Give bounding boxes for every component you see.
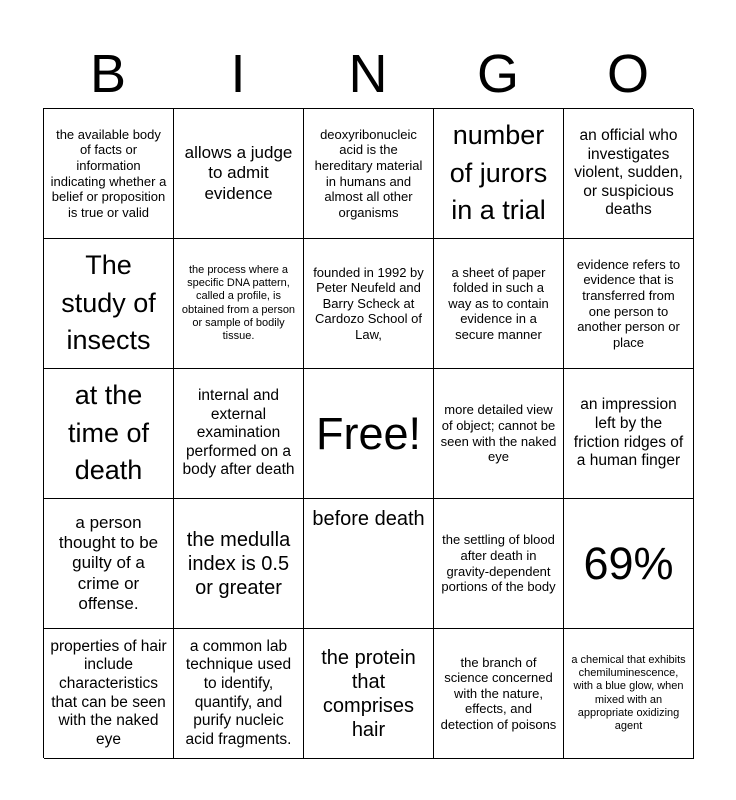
header-letter-o: O (606, 44, 649, 104)
cell-text: The study of insects (61, 249, 156, 356)
bingo-cell-r4-c1[interactable] (174, 629, 304, 759)
bingo-cell-r0-c2[interactable] (304, 109, 434, 239)
bingo-cell-r0-c0[interactable] (44, 109, 174, 239)
cell-text: the settling of blood after death in gravity-dependent portions of the body (441, 532, 556, 595)
cell-text: more detailed view of object; cannot be seen with the naked eye (440, 402, 557, 465)
cell-text: a sheet of paper folded in such a way as to contain evidence in a secure manner (448, 264, 549, 342)
cell-text: a person thought to be guilty of a crime or offense. (58, 512, 159, 614)
cell-text: the process where a specific DNA pattern, called a profile, is obtained from a person or sample of bodily tissue. (181, 263, 296, 342)
cell-text: at the time of death (67, 379, 150, 486)
cell-text: the branch of science concerned with the nature, effects, and detection of poisons (440, 654, 557, 732)
bingo-cell-r4-c0[interactable] (44, 629, 174, 759)
bingo-cell-r4-c4[interactable] (564, 629, 694, 759)
cell-text: evidence refers to evidence that is transferred from one person to another person or place (576, 256, 681, 350)
bingo-cell-free[interactable] (304, 369, 434, 499)
cell-text: internal and external examination performed on a body after death (182, 387, 295, 479)
cell-text: a chemical that exhibits chemiluminescence, with a blue glow, when mixed with an appropriate oxidizing agent (571, 653, 686, 732)
bingo-board (43, 108, 693, 758)
cell-text: an impression left by the friction ridges of a human finger (573, 396, 684, 470)
bingo-cell-r3-c4[interactable] (564, 499, 694, 629)
cell-text: the available body of facts or information indicating whether a belief or proposition is true or valid (50, 126, 167, 220)
bingo-cell-r1-c1[interactable] (174, 239, 304, 369)
bingo-cell-r0-c3[interactable] (434, 109, 564, 239)
cell-text: the medulla index is 0.5 or greater (186, 528, 291, 599)
bingo-cell-r3-c1[interactable] (174, 499, 304, 629)
bingo-cell-r4-c3[interactable] (434, 629, 564, 759)
cell-text: an official who investigates violent, sudden, or suspicious deaths (574, 127, 683, 219)
header-letter-b: B (89, 44, 127, 104)
bingo-header (43, 40, 693, 108)
bingo-cell-r1-c0[interactable] (44, 239, 174, 369)
free-space-label: Free! (315, 407, 422, 459)
bingo-cell-r3-c0[interactable] (44, 499, 174, 629)
header-letter-n: N (348, 44, 388, 104)
bingo-cell-r1-c4[interactable] (564, 239, 694, 369)
bingo-cell-r2-c1[interactable] (174, 369, 304, 499)
bingo-cell-r2-c0[interactable] (44, 369, 174, 499)
cell-text: number of jurors in a trial (449, 119, 548, 226)
bingo-cell-r2-c3[interactable] (434, 369, 564, 499)
cell-text: founded in 1992 by Peter Neufeld and Barry Scheck at Cardozo School of Law, (313, 264, 424, 342)
header-letter-i: I (230, 44, 246, 104)
bingo-cell-r3-c3[interactable] (434, 499, 564, 629)
cell-text: before death (312, 508, 425, 530)
bingo-cell-r0-c4[interactable] (564, 109, 694, 239)
cell-text: the protein that comprises hair (321, 646, 416, 741)
bingo-cell-r3-c2[interactable] (304, 499, 434, 629)
cell-text: properties of hair include characteristics that can be seen with the naked eye (50, 637, 167, 748)
bingo-cell-r2-c4[interactable] (564, 369, 694, 499)
bingo-cell-r4-c2[interactable] (304, 629, 434, 759)
cell-text: deoxyribonucleic acid is the hereditary material in humans and almost all other organisms (314, 126, 423, 220)
bingo-cell-r0-c1[interactable] (174, 109, 304, 239)
header-letter-g: G (476, 44, 519, 104)
cell-text: allows a judge to admit evidence (184, 142, 293, 203)
cell-text: 69% (583, 537, 674, 589)
bingo-cell-r1-c3[interactable] (434, 239, 564, 369)
bingo-cell-r1-c2[interactable] (304, 239, 434, 369)
cell-text: a common lab technique used to identify, quantify, and purify nucleic acid fragments. (185, 637, 292, 748)
